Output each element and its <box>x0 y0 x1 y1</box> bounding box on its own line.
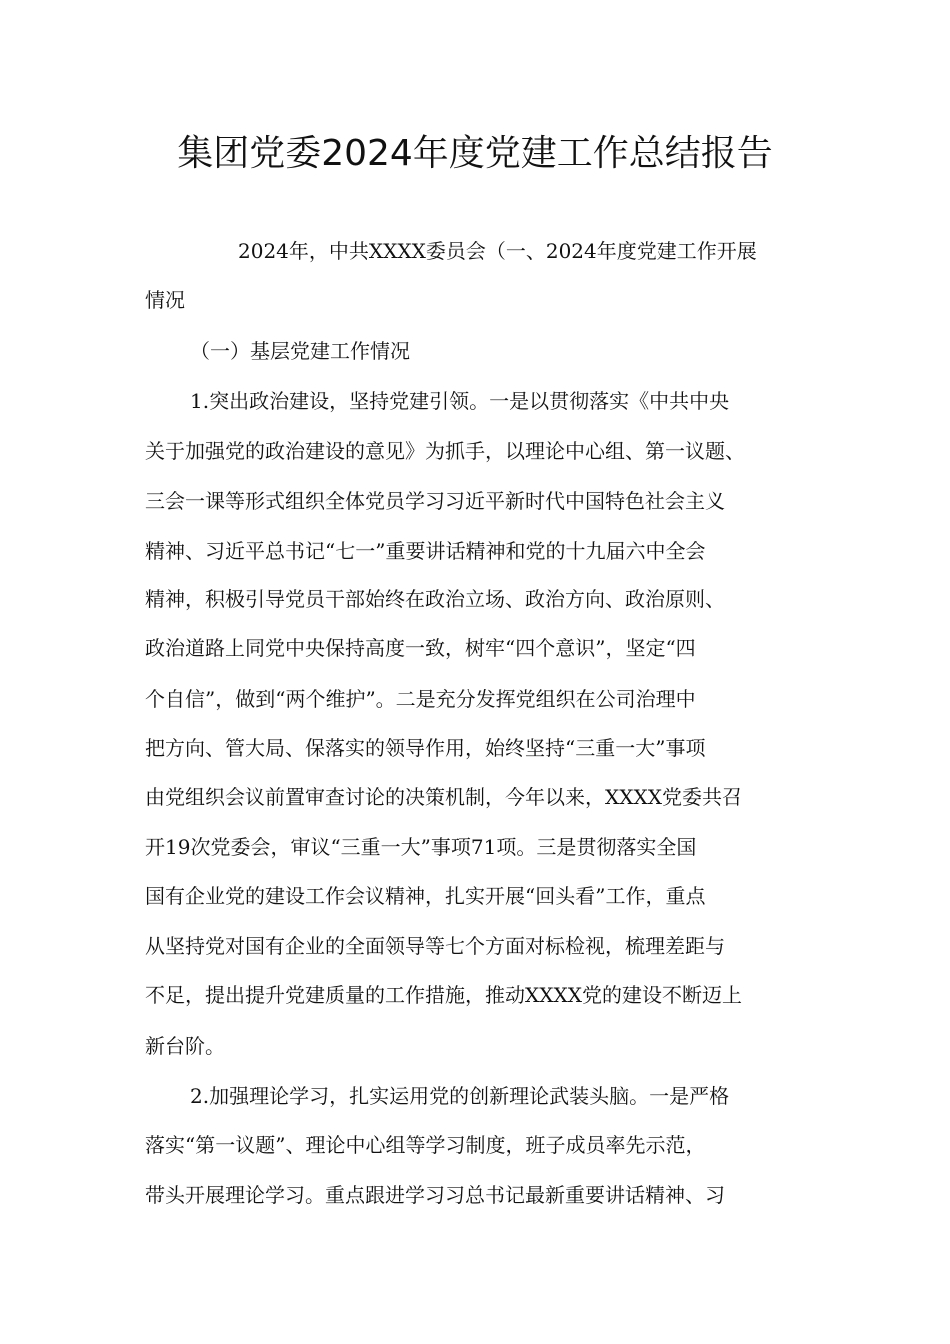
body-line: 个自信”，做到“两个维护”。二是充分发挥党组织在公司治理中 <box>145 687 696 711</box>
body-line: 不足，提出提升党建质量的工作措施，推动XXXX党的建设不断迈上 <box>145 983 742 1007</box>
body-line: 情况 <box>145 288 185 312</box>
body-line: 1.突出政治建设，坚持党建引领。一是以贯彻落实《中共中央 <box>190 389 730 413</box>
body-line: 带头开展理论学习。重点跟进学习习总书记最新重要讲话精神、习 <box>145 1183 725 1207</box>
body-line: 落实“第一议题”、理论中心组等学习制度，班子成员率先示范， <box>145 1133 706 1157</box>
body-line: 从坚持党对国有企业的全面领导等七个方面对标检视，梳理差距与 <box>145 934 725 958</box>
body-line: 由党组织会议前置审查讨论的决策机制，今年以来，XXXX党委共召 <box>145 785 742 809</box>
body-line: 三会一课等形式组织全体党员学习习近平新时代中国特色社会主义 <box>145 489 725 513</box>
body-line: 开19次党委会，审议“三重一大”事项71项。三是贯彻落实全国 <box>145 835 697 859</box>
body-line: 精神，积极引导党员干部始终在政治立场、政治方向、政治原则、 <box>145 587 725 611</box>
section-heading: （一）基层党建工作情况 <box>190 339 410 363</box>
body-line: 国有企业党的建设工作会议精神，扎实开展“回头看”工作，重点 <box>145 884 706 908</box>
body-line: 2024年，中共XXXX委员会（一、2024年度党建工作开展 <box>238 239 757 263</box>
body-line: 2.加强理论学习，扎实运用党的创新理论武装头脑。一是严格 <box>190 1084 730 1108</box>
body-line: 新台阶。 <box>145 1034 225 1058</box>
body-line: 政治道路上同党中央保持高度一致，树牢“四个意识”，坚定“四 <box>145 636 696 660</box>
body-line: 把方向、管大局、保落实的领导作用，始终坚持“三重一大”事项 <box>145 736 706 760</box>
body-line: 精神、习近平总书记“七一”重要讲话精神和党的十九届六中全会 <box>145 539 706 563</box>
document-title: 集团党委2024年度党建工作总结报告 <box>177 133 773 174</box>
body-line: 关于加强党的政治建设的意见》为抓手，以理论中心组、第一议题、 <box>145 439 745 463</box>
